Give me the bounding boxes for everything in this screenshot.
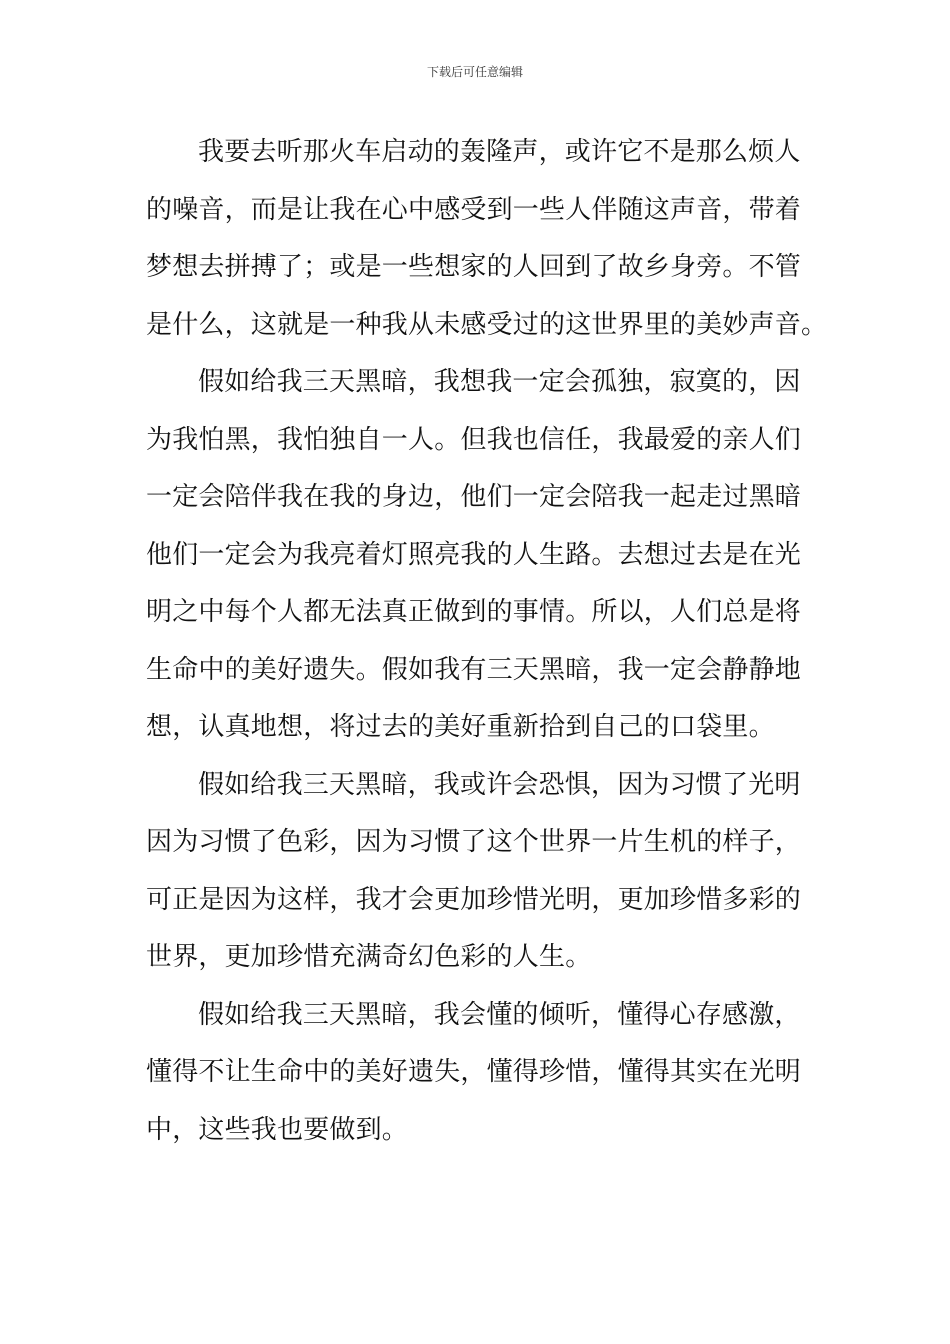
- text-line: 的噪音，而是让我在心中感受到一些人伴随这声音，带着: [146, 194, 802, 225]
- text-line: 假如给我三天黑暗，我或许会恐惧，因为习惯了光明: [198, 769, 801, 800]
- text-line: 可正是因为这样，我才会更加珍惜光明，更加珍惜多彩的: [146, 884, 802, 915]
- text-line: 假如给我三天黑暗，我想我一定会孤独，寂寞的，因: [198, 367, 801, 397]
- text-line: 中，这些我也要做到。: [146, 1114, 409, 1145]
- text-line: 明之中每个人都无法真正做到的事情。所以，人们总是将: [146, 597, 802, 627]
- text-line: 为我怕黑，我怕独自一人。但我也信任，我最爱的亲人们: [146, 424, 802, 455]
- text-line: 梦想去拼搏了；或是一些想家的人回到了故乡身旁。不管: [146, 252, 802, 282]
- text-line: 一定会陪伴我在我的身边，他们一定会陪我一起走过黑暗: [146, 482, 802, 512]
- paragraph: [146, 124, 828, 354]
- paragraph: [146, 354, 806, 757]
- text-line: 懂得不让生命中的美好遗失，懂得珍惜，懂得其实在光明: [146, 1057, 802, 1087]
- paragraph: [146, 757, 806, 987]
- text-line: 因为习惯了色彩，因为习惯了这个世界一片生机的样子，: [146, 827, 802, 857]
- text-line: 想，认真地想，将过去的美好重新拾到自己的口袋里。: [146, 712, 775, 742]
- text-line: 假如给我三天黑暗，我会懂的倾听，懂得心存感激，: [198, 999, 801, 1030]
- text-line: 他们一定会为我亮着灯照亮我的人生路。去想过去是在光: [146, 539, 802, 570]
- page-header-note: 下载后可任意编辑: [426, 65, 523, 79]
- text-line: 是什么，这就是一种我从未感受过的这世界里的美妙声音。: [146, 309, 828, 340]
- paragraph: [146, 987, 806, 1160]
- text-line: 生命中的美好遗失。假如我有三天黑暗，我一定会静静地: [146, 654, 802, 685]
- text-line: 我要去听那火车启动的轰隆声，或许它不是那么烦人: [198, 137, 801, 167]
- document-body: [146, 124, 828, 1159]
- text-line: 世界，更加珍惜充满奇幻色彩的人生。: [146, 942, 592, 972]
